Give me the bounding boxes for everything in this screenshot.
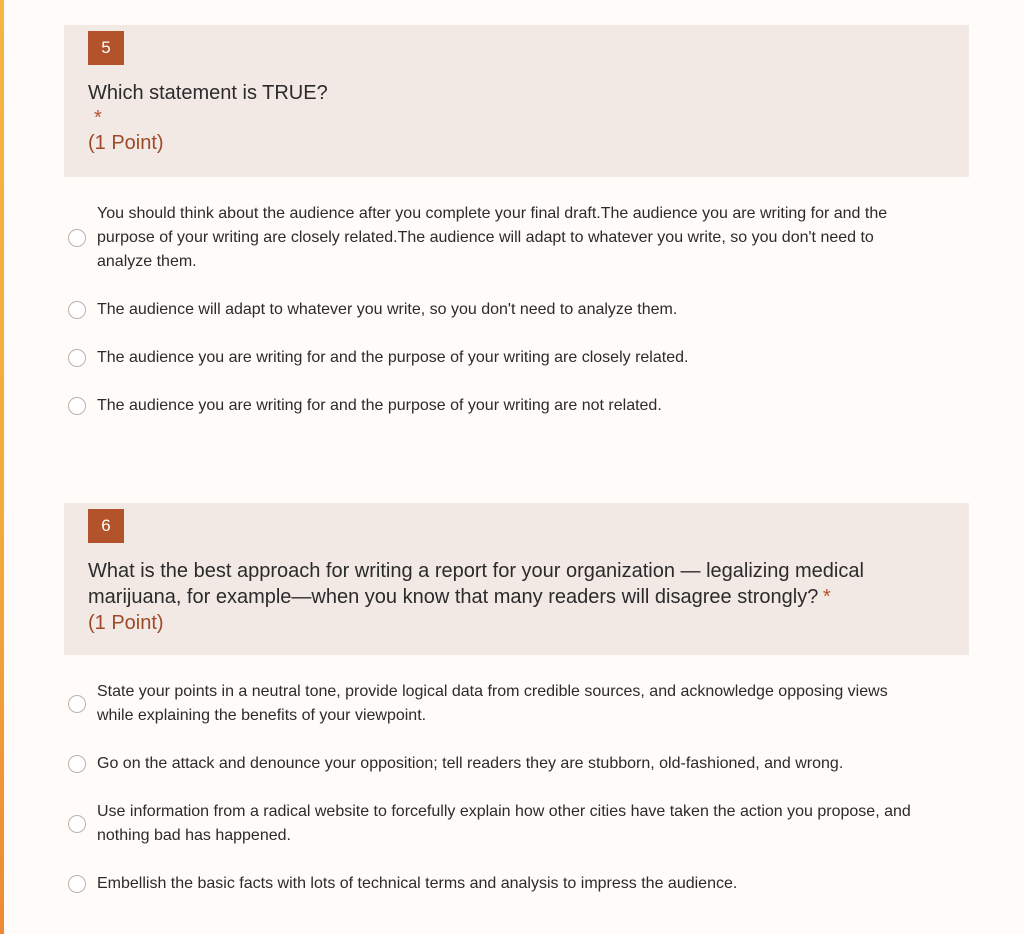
option-5b[interactable] [68,298,928,322]
question-header [64,503,969,655]
required-asterisk: * [822,586,831,608]
question-points: (1 Point) [88,612,164,634]
question-number-badge: 6 [88,509,124,543]
option-label: The audience will adapt to whatever you write, so you don't need to analyze them. [97,301,678,318]
option-5d[interactable] [68,394,928,418]
option-label: You should think about the audience after you complete your final draft.The audience you are writing for and the purpose of your writing are closely related.The audience will adapt to whatever you write, so you don't need to analyze them. [97,205,888,270]
required-asterisk: * [94,107,102,129]
option-6a[interactable] [68,680,928,728]
radio-button[interactable] [68,229,86,247]
radio-button[interactable] [68,695,86,713]
radio-button[interactable] [68,875,86,893]
option-label: Embellish the basic facts with lots of technical terms and analysis to impress the audience. [97,875,738,892]
option-6d[interactable] [68,872,928,896]
option-label: The audience you are writing for and the purpose of your writing are closely related. [97,349,689,366]
radio-button[interactable] [68,397,86,415]
question-title: What is the best approach for writing a report for your organization — legalizing medical marijuana, for example—when you know that many readers will disagree strongly? [88,560,864,608]
radio-button[interactable] [68,755,86,773]
question-header [64,25,969,177]
option-6c[interactable] [68,800,928,848]
option-label: The audience you are writing for and the purpose of your writing are not related. [97,397,662,414]
option-6b[interactable] [68,752,928,776]
option-label: Go on the attack and denounce your opposition; tell readers they are stubborn, old-fashioned, and wrong. [97,755,844,772]
option-5c[interactable] [68,346,928,370]
radio-button[interactable] [68,815,86,833]
question-6 [64,503,969,892]
question-title: Which statement is TRUE? [88,82,328,104]
option-label: Use information from a radical website to forcefully explain how other cities have taken the action you propose, and nothing bad has happened. [97,803,911,844]
radio-button[interactable] [68,349,86,367]
option-5a[interactable] [68,202,928,274]
option-label: State your points in a neutral tone, provide logical data from credible sources, and acknowledge opposing views while explaining the benefits of your viewpoint. [97,683,888,724]
question-points: (1 Point) [88,132,164,154]
question-title-block [88,558,918,610]
question-5 [64,25,969,414]
radio-button[interactable] [68,301,86,319]
left-accent-bar [0,0,4,934]
question-number-badge: 5 [88,31,124,65]
